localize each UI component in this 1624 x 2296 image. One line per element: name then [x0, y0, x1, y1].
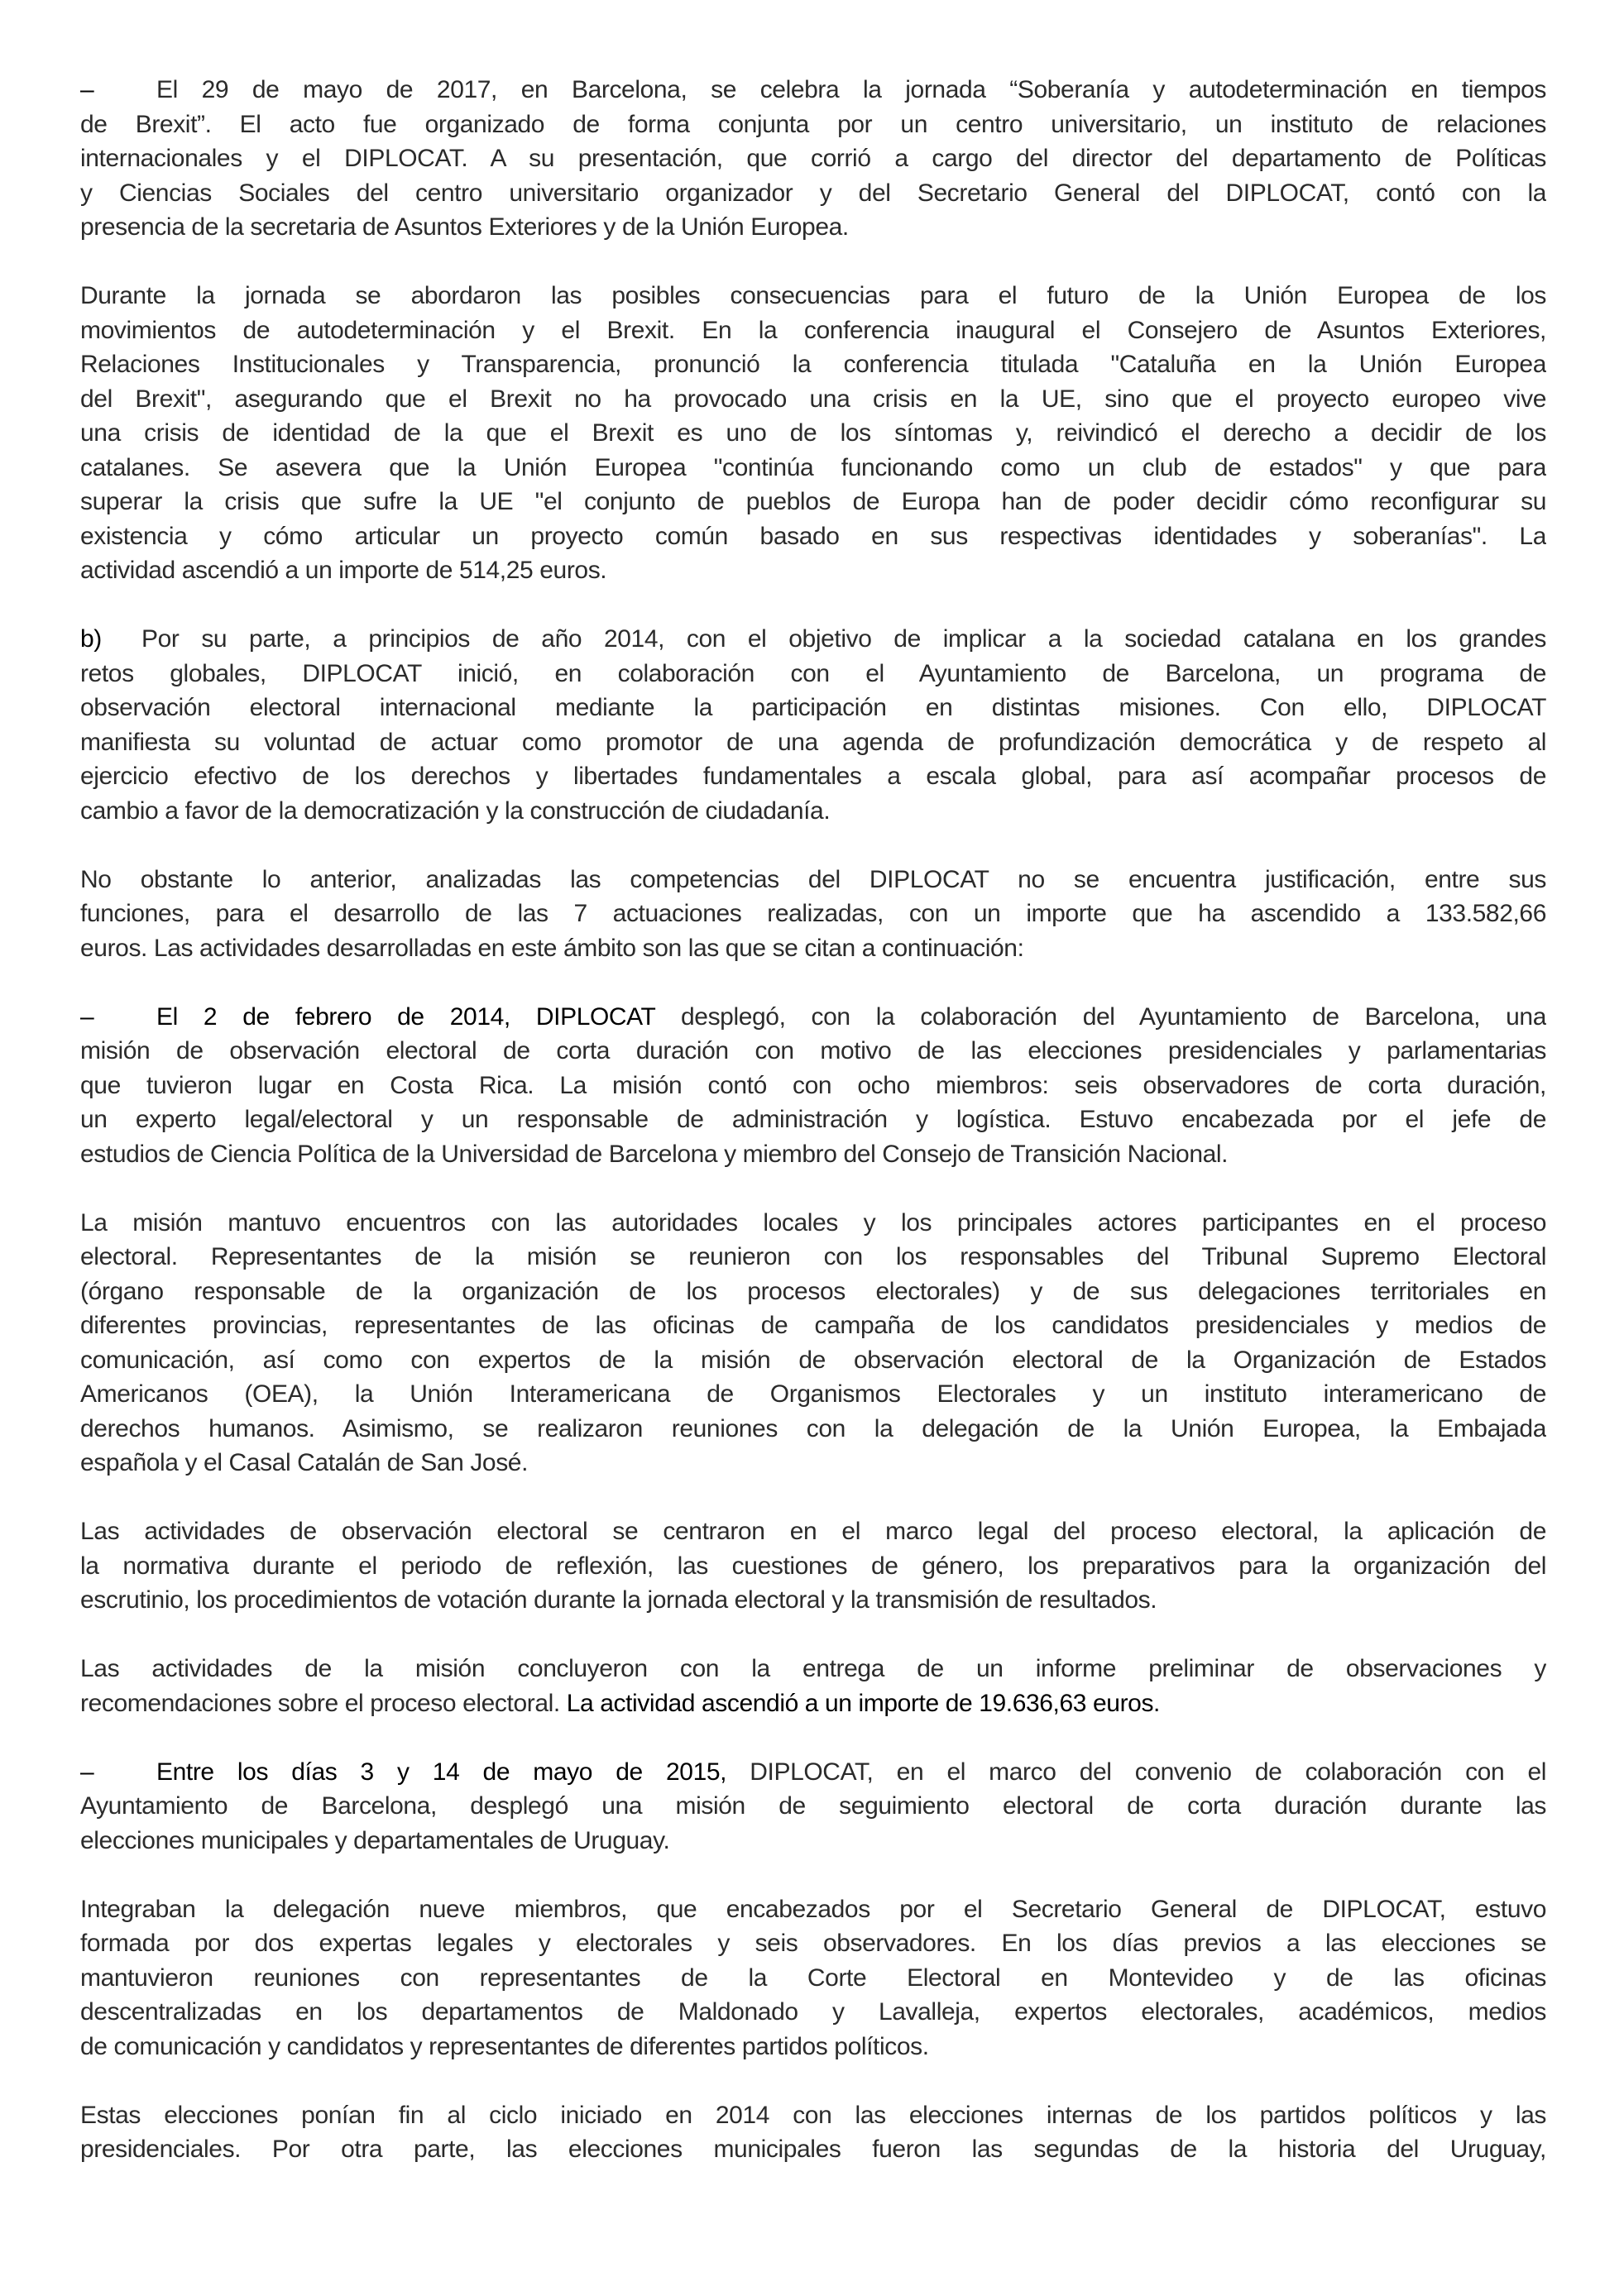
text-line — [80, 279, 1546, 313]
text-line — [80, 759, 1546, 794]
text-segment: comunicación, así como con expertos de la misión de observación electoral de la Organización de Estados — [80, 1346, 1546, 1374]
text-segment: desplegó, con la colaboración del Ayuntamiento de Barcelona, una — [654, 1002, 1546, 1031]
text-line — [80, 176, 1546, 211]
text-line — [80, 1583, 1546, 1618]
text-segment: Ayuntamiento de Barcelona, desplegó una misión de seguimiento electoral de corta duración durante las — [80, 1792, 1546, 1820]
text-segment: funciones, para el desarrollo de las 7 actuaciones realizadas, con un importe que ha ascendido a 133.582,66 — [80, 900, 1546, 927]
paragraph — [80, 863, 1546, 966]
text-line — [80, 1961, 1546, 1996]
text-line — [80, 313, 1546, 348]
text-segment: Las actividades de observación electoral se centraron en el marco legal del proceso electoral, la aplicación de — [80, 1518, 1546, 1545]
paragraph — [80, 1206, 1546, 1480]
text-segment: una crisis de identidad de la que el Brexit es uno de los síntomas y, reivindicó el derecho a decidir de los — [80, 419, 1546, 447]
text-segment: y Ciencias Sociales del centro universitario organizador y del Secretario General del DIPLOCAT, contó con la — [80, 179, 1546, 207]
text-line — [80, 1824, 1546, 1858]
text-line — [80, 382, 1546, 417]
text-segment: Por su parte, a principios de año 2014, con el objetivo de implicar a la sociedad catalana en los grandes — [141, 625, 1546, 653]
text-segment: española y el Casal Catalán de San José. — [80, 1449, 529, 1476]
text-segment: euros. Las actividades desarrolladas en este ámbito son las que se citan a continuación: — [80, 934, 1024, 962]
list-dash-marker: – — [80, 1002, 94, 1031]
text-line — [80, 1343, 1546, 1378]
text-segment: del Brexit", asegurando que el Brexit no ha provocado una crisis en la UE, sino que el proyecto europeo vive — [80, 385, 1546, 413]
text-line — [80, 1069, 1546, 1103]
text-line — [80, 347, 1546, 382]
paragraph — [80, 1755, 1546, 1858]
text-segment: elecciones municipales y departamentales de Uruguay. — [80, 1826, 670, 1854]
text-line — [80, 1034, 1546, 1069]
text-segment: Estas elecciones ponían fin al ciclo iniciado en 2014 con las elecciones internas de los partidos políticos y las — [80, 2101, 1546, 2129]
text-segment: Integraban la delegación nueve miembros, que encabezados por el Secretario General de DIPLOCAT, estuvo — [80, 1895, 1546, 1923]
text-segment: internacionales y el DIPLOCAT. A su presentación, que corrió a cargo del director del departamento de Políticas — [80, 145, 1546, 172]
text-segment: estudios de Ciencia Política de la Universidad de Barcelona y miembro del Consejo de Transición Nacional. — [80, 1140, 1229, 1168]
text-line — [80, 1892, 1546, 1927]
text-line — [80, 416, 1546, 451]
text-line — [80, 108, 1546, 142]
text-line — [80, 1377, 1546, 1412]
text-segment: electoral. Representantes de la misión se reunieron con los responsables del Tribunal Supremo Electoral — [80, 1243, 1546, 1270]
paragraph — [80, 279, 1546, 588]
text-segment: manifiesta su voluntad de actuar como promotor de una agenda de profundización democrática y de respeto al — [80, 728, 1546, 756]
text-line — [80, 1755, 1546, 1790]
list-letter-marker: b) — [80, 625, 102, 653]
text-segment: Americanos (OEA), la Unión Interamericana de Organismos Electorales y un instituto interamericano de — [80, 1380, 1546, 1408]
text-line — [80, 73, 1546, 108]
text-segment: El 29 de mayo de 2017, en Barcelona, se celebra la jornada “Soberanía y autodeterminación en tiempos — [156, 76, 1546, 103]
text-segment: La misión mantuvo encuentros con las autoridades locales y los principales actores participantes en el proceso — [80, 1208, 1546, 1236]
text-segment: de Brexit”. El acto fue organizado de forma conjunta por un centro universitario, un instituto de relaciones — [80, 110, 1546, 138]
text-segment: mantuvieron reuniones con representantes de la Corte Electoral en Montevideo y de las oficinas — [80, 1964, 1546, 1992]
paragraph — [80, 1000, 1546, 1172]
paragraph — [80, 2098, 1546, 2167]
text-segment: presencia de la secretaria de Asuntos Exteriores y de la Unión Europea. — [80, 213, 849, 241]
text-line — [80, 622, 1546, 657]
text-segment: Relaciones Institucionales y Transparencia, pronunció la conferencia titulada "Cataluña en la Unión Europea — [80, 351, 1546, 378]
text-line — [80, 1103, 1546, 1137]
paragraph — [80, 622, 1546, 828]
text-segment: recomendaciones sobre el proceso electoral. — [80, 1689, 567, 1717]
text-segment: descentralizadas en los departamentos de Maldonado y Lavalleja, expertos electorales, académicos, medios — [80, 1998, 1546, 2026]
text-line — [80, 863, 1546, 897]
text-line — [80, 897, 1546, 931]
text-line — [80, 1995, 1546, 2030]
paragraph — [80, 1514, 1546, 1618]
text-segment: Durante la jornada se abordaron las posibles consecuencias para el futuro de la Unión Europea de los — [80, 282, 1546, 309]
text-segment: cambio a favor de la democratización y la construcción de ciudadanía. — [80, 796, 831, 825]
text-line — [80, 1137, 1546, 1172]
document-page — [80, 73, 1546, 2201]
text-line — [80, 1446, 1546, 1480]
list-dash-marker: – — [80, 1758, 94, 1786]
text-segment: (órgano responsable de la organización de los procesos electorales) y de sus delegaciones territoriales en — [80, 1277, 1546, 1305]
text-segment: No obstante lo anterior, analizadas las competencias del DIPLOCAT no se encuentra justificación, entre sus — [80, 865, 1546, 893]
text-line — [80, 485, 1546, 519]
paragraph — [80, 1892, 1546, 2064]
text-segment: DIPLOCAT, en el marco del convenio de colaboración con el — [726, 1758, 1546, 1786]
text-line — [80, 2030, 1546, 2064]
text-line — [80, 2132, 1546, 2167]
text-line — [80, 1652, 1546, 1686]
text-line — [80, 1926, 1546, 1961]
text-segment: diferentes provincias, representantes de las oficinas de campaña de los candidatos presidenciales y medios de — [80, 1312, 1546, 1339]
text-line — [80, 725, 1546, 760]
text-line — [80, 553, 1546, 588]
text-segment: superar la crisis que sufre la UE "el conjunto de pueblos de Europa han de poder decidir cómo reconfigurar su — [80, 488, 1546, 515]
text-segment: que tuvieron lugar en Costa Rica. La misión contó con ocho miembros: seis observadores de corta duración, — [80, 1071, 1546, 1099]
text-segment: de comunicación y candidatos y representantes de diferentes partidos políticos. — [80, 2032, 929, 2060]
emphasized-text: Entre los días 3 y 14 de mayo de 2015, — [156, 1758, 727, 1786]
text-line — [80, 1240, 1546, 1275]
text-line — [80, 691, 1546, 725]
text-segment: catalanes. Se asevera que la Unión Europea "continúa funcionando como un club de estados" y que para — [80, 453, 1546, 481]
text-segment: presidenciales. Por otra parte, las elecciones municipales fueron las segundas de la historia del Uruguay, — [80, 2136, 1546, 2163]
text-line — [80, 519, 1546, 554]
text-segment: derechos humanos. Asimismo, se realizaron reuniones con la delegación de la Unión Europea, la Embajada — [80, 1414, 1546, 1442]
text-line — [80, 1549, 1546, 1584]
text-line — [80, 1000, 1546, 1035]
text-line — [80, 210, 1546, 245]
text-line — [80, 1206, 1546, 1241]
text-segment: actividad ascendió a un importe de 514,25 euros. — [80, 557, 607, 584]
text-line — [80, 931, 1546, 966]
text-segment: retos globales, DIPLOCAT inició, en colaboración con el Ayuntamiento de Barcelona, un programa de — [80, 659, 1546, 687]
text-line — [80, 451, 1546, 486]
text-line — [80, 1308, 1546, 1343]
text-line — [80, 2098, 1546, 2133]
text-line — [80, 794, 1546, 829]
text-segment: formada por dos expertas legales y electorales y seis observadores. En los días previos a las elecciones se — [80, 1930, 1546, 1957]
text-line — [80, 141, 1546, 176]
text-line — [80, 1789, 1546, 1824]
text-line — [80, 1275, 1546, 1309]
text-segment: ejercicio efectivo de los derechos y libertades fundamentales a escala global, para así acompañar procesos de — [80, 763, 1546, 790]
text-segment: Las actividades de la misión concluyeron con la entrega de un informe preliminar de observaciones y — [80, 1655, 1546, 1682]
text-line — [80, 1514, 1546, 1549]
text-line — [80, 657, 1546, 691]
text-segment: un experto legal/electoral y un responsable de administración y logística. Estuvo encabezada por el jefe de — [80, 1106, 1546, 1133]
text-line — [80, 1686, 1546, 1721]
emphasized-text: El 2 de febrero de 2014, DIPLOCAT — [156, 1002, 655, 1031]
emphasized-text: La actividad ascendió a un importe de 19.636,63 euros. — [566, 1689, 1160, 1717]
text-segment: observación electoral internacional mediante la participación en distintas misiones. Con ello, DIPLOCAT — [80, 694, 1546, 721]
paragraph — [80, 1652, 1546, 1720]
text-segment: movimientos de autodeterminación y el Brexit. En la conferencia inaugural el Consejero de Asuntos Exteriores, — [80, 316, 1546, 344]
text-line — [80, 1412, 1546, 1447]
text-segment: existencia y cómo articular un proyecto común basado en sus respectivas identidades y soberanías". La — [80, 522, 1546, 550]
text-segment: misión de observación electoral de corta duración con motivo de las elecciones presidenciales y parlamentarias — [80, 1037, 1546, 1064]
list-dash-marker: – — [80, 76, 94, 103]
paragraph — [80, 73, 1546, 245]
text-segment: escrutinio, los procedimientos de votación durante la jornada electoral y la transmisión de resultados. — [80, 1586, 1157, 1614]
text-segment: la normativa durante el periodo de reflexión, las cuestiones de género, los preparativos para la organización del — [80, 1552, 1546, 1580]
